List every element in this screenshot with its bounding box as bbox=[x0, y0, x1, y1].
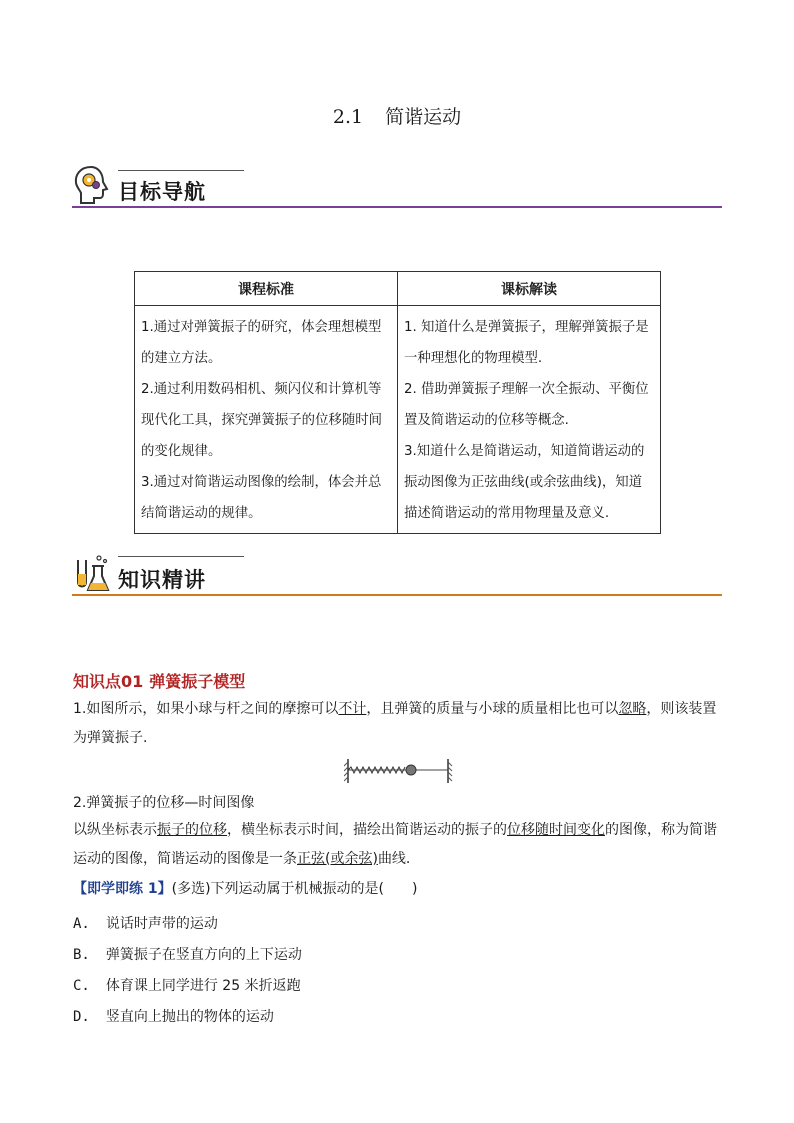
option-text: 说话时声带的运动 bbox=[105, 916, 218, 932]
option-d[interactable] bbox=[73, 1006, 274, 1026]
underlined-term: 正弦(或余弦) bbox=[297, 851, 378, 867]
exercise-question bbox=[73, 878, 417, 898]
paragraph-displacement-graph-heading: 2.弹簧振子的位移—时间图像 bbox=[73, 795, 255, 811]
knowledge-point-title bbox=[73, 669, 245, 692]
underlined-term: 位移随时间变化 bbox=[507, 822, 605, 838]
standard-cell bbox=[135, 306, 398, 534]
standards-table bbox=[134, 271, 661, 534]
goal-section-title: 目标导航 bbox=[118, 180, 206, 204]
option-c[interactable] bbox=[73, 975, 301, 995]
lab-flask-icon bbox=[72, 552, 112, 594]
exercise-stem: (多选)下列运动属于机械振动的是( ) bbox=[171, 881, 418, 897]
standard-item: 1.通过对弹簧振子的研究，体会理想模型的建立方法。 bbox=[141, 320, 382, 366]
knowledge-section-title: 知识精讲 bbox=[118, 568, 206, 592]
exercise-tag: 【即学即练 1】 bbox=[73, 881, 172, 897]
paragraph-displacement-graph bbox=[73, 816, 723, 874]
option-text: 弹簧振子在竖直方向的上下运动 bbox=[105, 947, 302, 963]
page-title bbox=[0, 102, 794, 129]
standard-item: 3.通过对简谐运动图像的绘制，体会并总结简谐运动的规律。 bbox=[141, 475, 382, 521]
option-letter: B. bbox=[73, 947, 90, 963]
standard-item: 2.通过利用数码相机、频闪仪和计算机等现代化工具，探究弹簧振子的位移随时间的变化规律。 bbox=[141, 382, 383, 459]
section-title: 简谐运动 bbox=[385, 106, 462, 128]
option-text: 体育课上同学进行 25 米折返跑 bbox=[105, 978, 301, 994]
interpretation-item: 1. 知道什么是弹簧振子，理解弹簧振子是一种理想化的物理模型. bbox=[404, 320, 649, 366]
text-run: ，且弹簧的质量与小球的质量相比也可以 bbox=[366, 701, 619, 717]
text-run: 以纵坐标表示 bbox=[73, 822, 157, 838]
option-text: 竖直向上抛出的物体的运动 bbox=[105, 1009, 274, 1025]
header-curriculum-standard: 课程标准 bbox=[135, 272, 398, 306]
table-header-row bbox=[135, 272, 661, 306]
head-gears-icon bbox=[72, 164, 110, 206]
text-run: 曲线. bbox=[377, 851, 411, 867]
option-a[interactable] bbox=[73, 913, 218, 933]
knowledge-divider bbox=[72, 594, 722, 596]
option-letter: A. bbox=[73, 916, 90, 932]
option-letter: C. bbox=[73, 978, 90, 994]
underlined-term: 振子的位移 bbox=[157, 822, 227, 838]
option-b[interactable] bbox=[73, 944, 302, 964]
text-run: 的图像，称为简谐运动的图像，简谐运动的图像是一条 bbox=[73, 822, 717, 867]
header-standard-interpretation: 课标解读 bbox=[398, 272, 661, 306]
text-run: ，则该装置为弹簧振子. bbox=[73, 701, 717, 746]
goal-divider bbox=[72, 206, 722, 208]
interpretation-cell bbox=[398, 306, 661, 534]
text-run: ，横坐标表示时间，描绘出简谐运动的振子的 bbox=[227, 822, 507, 838]
knowledge-point-label: 知识点01 bbox=[73, 672, 144, 691]
goal-section-header bbox=[72, 146, 722, 208]
section-number: 2.1 bbox=[332, 106, 364, 128]
option-letter: D. bbox=[73, 1009, 90, 1025]
spring-oscillator-figure bbox=[344, 757, 456, 785]
text-run: 1.如图所示，如果小球与杆之间的摩擦可以 bbox=[73, 701, 339, 717]
interpretation-item: 3.知道什么是简谐运动，知道简谐运动的振动图像为正弦曲线(或余弦曲线)，知道描述简谐运动的常用物理量及意义. bbox=[404, 444, 645, 521]
table-row bbox=[135, 306, 661, 534]
paragraph-spring-oscillator bbox=[73, 695, 723, 753]
underlined-term: 不计 bbox=[338, 701, 367, 717]
interpretation-item: 2. 借助弹簧振子理解一次全振动、平衡位置及简谐运动的位移等概念. bbox=[404, 382, 649, 428]
knowledge-section-header bbox=[72, 534, 722, 596]
knowledge-point-name: 弹簧振子模型 bbox=[149, 672, 246, 691]
underlined-term: 忽略 bbox=[618, 701, 647, 717]
